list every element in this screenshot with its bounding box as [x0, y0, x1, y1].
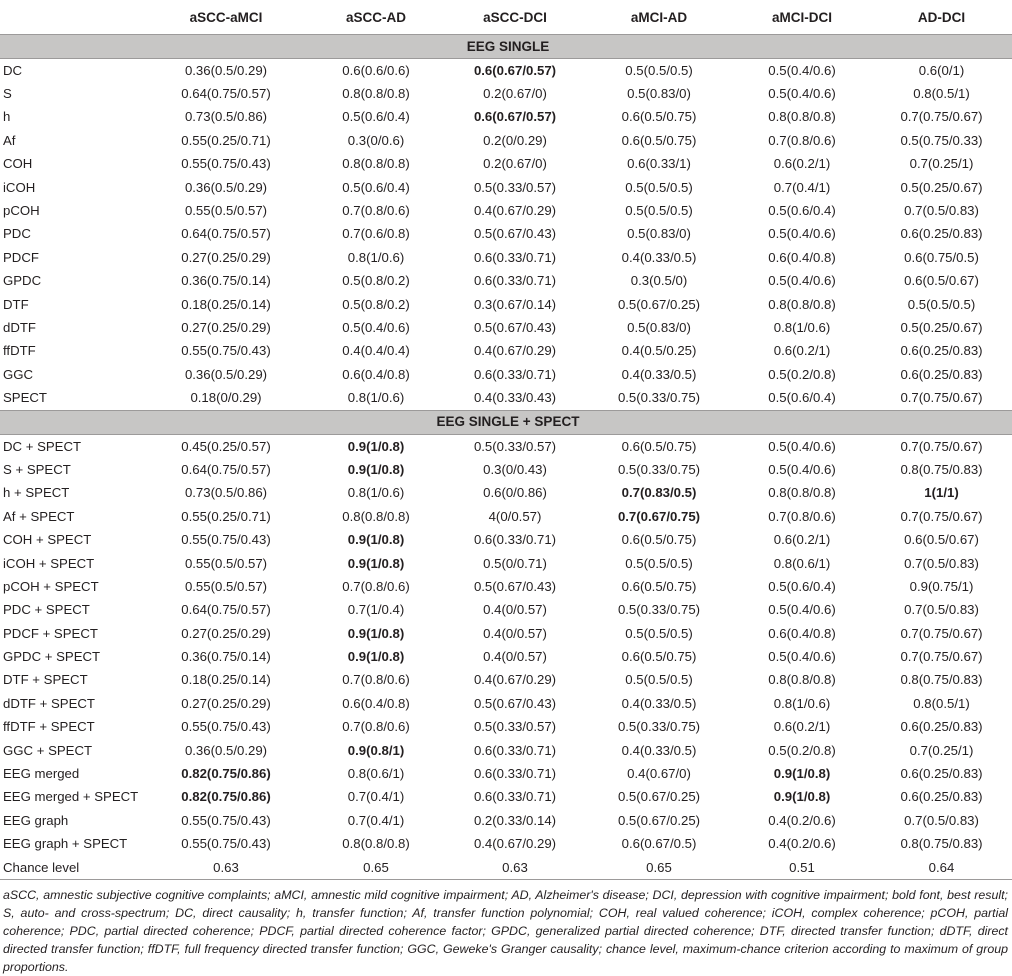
table-cell: 0.6(0.67/0.5) — [621, 836, 697, 852]
column-header-ascc-amci: aSCC-aMCI — [145, 0, 307, 35]
table-cell: 0.5(0.4/0.6) — [768, 86, 836, 102]
table-cell: 0.7(0.75/0.67) — [900, 109, 983, 125]
table-row — [0, 482, 1012, 505]
table-cell: 0.6(0.2/1) — [773, 719, 831, 735]
table-cell: 0.8(1/0.6) — [347, 485, 405, 501]
table-cell: 0.6(0.5/0.67) — [904, 532, 979, 548]
table-cell: 0.4(0/0.57) — [483, 625, 547, 641]
section-header-row — [0, 35, 1012, 59]
table-cell: 0.5(0.4/0.6) — [768, 62, 836, 78]
table-row — [0, 552, 1012, 575]
table-row — [0, 82, 1012, 105]
table-cell: 0.4(0.67/0.29) — [473, 672, 557, 688]
table-cell: 0.6(0/1) — [918, 62, 965, 78]
table-cell: 0.2(0/0.29) — [483, 132, 547, 148]
row-label: S + SPECT — [3, 461, 71, 477]
row-label: h + SPECT — [3, 485, 70, 501]
table-row — [0, 786, 1012, 809]
table-cell: 0.7(0.8/0.6) — [342, 719, 410, 735]
table-cell: 0.5(0.4/0.6) — [768, 226, 836, 242]
table-cell: 0.9(0.75/1) — [909, 578, 974, 594]
table-cell: 0.4(0.67/0) — [627, 766, 691, 782]
table-cell: 0.8(0.8/0.8) — [768, 672, 836, 688]
table-cell: 0.4(0.2/0.6) — [768, 836, 836, 852]
table-cell: 0.6(0.5/0.75) — [621, 109, 697, 125]
table-cell: 0.5(0.5/0.5) — [625, 625, 693, 641]
table-row — [0, 223, 1012, 246]
table-cell: 0.36(0.5/0.29) — [184, 62, 268, 78]
table-cell: 0.7(0.4/1) — [347, 789, 405, 805]
table-cell: 0.7(1/0.4) — [347, 602, 405, 618]
table-cell: 0.7(0.67/0.75) — [617, 508, 701, 524]
table-cell: 0.8(0.75/0.83) — [900, 836, 983, 852]
table-cell: 0.64(0.75/0.57) — [181, 86, 271, 102]
table-cell: 0.5(0.4/0.6) — [768, 461, 836, 477]
row-label: DC + SPECT — [3, 438, 82, 454]
row-label: GPDC + SPECT — [3, 649, 101, 665]
table-cell: 0.4(0/0.57) — [483, 649, 547, 665]
table-row — [0, 809, 1012, 832]
table-cell: 0.8(0.8/0.8) — [342, 156, 410, 172]
table-cell: 0.8(0.8/0.8) — [768, 485, 836, 501]
table-cell: 0.5(0.5/0.5) — [625, 672, 693, 688]
table-cell: 0.6(0.33/0.71) — [473, 742, 557, 758]
section-header-row — [0, 410, 1012, 434]
row-label: EEG graph + SPECT — [3, 836, 128, 852]
table-cell: 0.6(0.4/0.8) — [342, 695, 410, 711]
table-cell: 0.27(0.25/0.29) — [181, 625, 271, 641]
table-cell: 0.7(0.4/1) — [347, 812, 405, 828]
table-cell: 0.82(0.75/0.86) — [181, 766, 271, 782]
row-label: PDC — [3, 226, 31, 242]
table-cell: 0.5(0.5/0.5) — [625, 62, 693, 78]
table-cell: 0.3(0/0.6) — [347, 132, 405, 148]
row-label: EEG merged — [3, 766, 80, 782]
column-header-ascc-dci: aSCC-DCI — [445, 0, 585, 35]
table-cell: 0.4(0.2/0.6) — [768, 812, 836, 828]
table-cell: 0.5(0.6/0.4) — [342, 109, 410, 125]
column-header-amci-ad: aMCI-AD — [585, 0, 733, 35]
table-cell: 0.5(0.67/0.25) — [617, 296, 701, 312]
table-cell: 0.2(0.33/0.14) — [473, 812, 557, 828]
table-cell: 0.55(0.25/0.71) — [181, 508, 271, 524]
column-header-ascc-ad: aSCC-AD — [307, 0, 445, 35]
table-cell: 0.5(0.6/0.4) — [342, 179, 410, 195]
table-cell: 0.6(0.4/0.8) — [342, 366, 410, 382]
table-cell: 0.9(1/0.8) — [347, 532, 405, 548]
row-label: S — [3, 86, 12, 102]
table-cell: 0.36(0.5/0.29) — [184, 742, 268, 758]
row-label: GGC — [3, 366, 34, 382]
table-cell: 0.4(0.67/0.29) — [473, 203, 557, 219]
table-cell: 0.7(0.4/1) — [773, 179, 831, 195]
table-row — [0, 599, 1012, 622]
row-label: EEG merged + SPECT — [3, 789, 139, 805]
table-cell: 0.4(0.33/0.5) — [621, 742, 697, 758]
table-cell: 0.4(0.67/0.29) — [473, 343, 557, 359]
table-row — [0, 176, 1012, 199]
table-cell: 1(1/1) — [924, 485, 959, 501]
table-cell: 0.36(0.75/0.14) — [181, 273, 271, 289]
row-label: iCOH + SPECT — [3, 555, 95, 571]
table-cell: 0.5(0.4/0.6) — [768, 273, 836, 289]
header-row — [0, 0, 1012, 35]
row-label: PDCF — [3, 249, 39, 265]
table-cell: 0.7(0.5/0.83) — [904, 203, 979, 219]
table-body — [0, 35, 1012, 880]
table-cell: 0.8(0.75/0.83) — [900, 461, 983, 477]
table-row — [0, 528, 1012, 551]
table-cell: 0.5(0.33/0.75) — [617, 390, 701, 406]
table-cell: 0.7(0.25/1) — [909, 742, 974, 758]
table-row — [0, 59, 1012, 83]
table-cell: 0.5(0.33/0.75) — [617, 461, 701, 477]
table-cell: 0.8(0.8/0.8) — [768, 109, 836, 125]
table-cell: 0.9(1/0.8) — [773, 766, 831, 782]
table-cell: 0.4(0.33/0.5) — [621, 695, 697, 711]
table-cell: 0.6(0/0.86) — [483, 485, 547, 501]
table-cell: 0.9(1/0.8) — [773, 789, 831, 805]
table-cell: 0.5(0.67/0.43) — [473, 226, 557, 242]
table-cell: 0.5(0.5/0.5) — [625, 203, 693, 219]
table-cell: 0.5(0.67/0.43) — [473, 578, 557, 594]
table-cell: 0.6(0.5/0.75) — [621, 532, 697, 548]
table-row — [0, 762, 1012, 785]
row-label: PDCF + SPECT — [3, 625, 98, 641]
table-footnote: aSCC, amnestic subjective cognitive complaints; aMCI, amnestic mild cognitive impairment; AD, Alzheimer's disease; DCI, depression with cognitive impairment; bold font, best result; S, auto- and cross-spectrum; DC, direct causality; h, transfer function; Af, transfer function polynomial; COH, real valued coherence; iCOH, complex coherence; pCOH, partial coherence; PDC, partial directed coherence; PDCF, partial directed coherence factor; GPDC, generalized partial directed coherence; DTF, directed transfer function; dDTF, direct directed transfer function; ffDTF, full frequency directed transfer function; GGC, Geweke's Granger causality; chance level, maximum-chance criterion according to maximum of group proportions. — [3, 888, 1008, 975]
table-cell: 0.8(1/0.6) — [773, 695, 831, 711]
table-row — [0, 199, 1012, 222]
table-cell: 0.65 — [585, 856, 733, 880]
table-cell: 0.27(0.25/0.29) — [181, 319, 271, 335]
table-cell: 0.8(0.75/0.83) — [900, 672, 983, 688]
table-cell: 0.6(0.4/0.8) — [768, 249, 836, 265]
table-cell: 0.7(0.75/0.67) — [900, 438, 983, 454]
table-cell: 0.4(0.5/0.25) — [621, 343, 697, 359]
table-cell: 0.6(0.2/1) — [773, 343, 831, 359]
table-row — [0, 246, 1012, 269]
table-cell: 0.36(0.75/0.14) — [181, 649, 271, 665]
table-cell: 0.9(1/0.8) — [347, 555, 405, 571]
table-row — [0, 716, 1012, 739]
table-cell: 0.5(0.4/0.6) — [768, 602, 836, 618]
row-label: SPECT — [3, 390, 47, 406]
table-cell: 0.45(0.25/0.57) — [181, 438, 271, 454]
table-cell: 0.6(0.2/1) — [773, 156, 831, 172]
column-header-amci-dci: aMCI-DCI — [733, 0, 871, 35]
table-cell: 0.63 — [145, 856, 307, 880]
table-cell: 4(0/0.57) — [488, 508, 542, 524]
table-cell: 0.3(0.67/0.14) — [473, 296, 557, 312]
table-cell: 0.55(0.75/0.43) — [181, 836, 271, 852]
table-cell: 0.6(0.33/1) — [627, 156, 691, 172]
table-row — [0, 505, 1012, 528]
table-cell: 0.3(0.5/0) — [630, 273, 688, 289]
table-cell: 0.6(0.5/0.75) — [621, 132, 697, 148]
table-cell: 0.5(0.33/0.75) — [617, 602, 701, 618]
table-cell: 0.18(0.25/0.14) — [181, 672, 271, 688]
table-cell: 0.6(0.5/0.67) — [904, 273, 979, 289]
table-row — [0, 434, 1012, 458]
table-cell: 0.8(0.8/0.8) — [768, 296, 836, 312]
table-cell: 0.5(0.6/0.4) — [768, 578, 836, 594]
table-cell: 0.4(0.33/0.5) — [621, 249, 697, 265]
table-cell: 0.5(0.5/0.5) — [625, 555, 693, 571]
table-cell: 0.55(0.75/0.43) — [181, 343, 271, 359]
row-label: ffDTF + SPECT — [3, 719, 95, 735]
table-row — [0, 386, 1012, 410]
table-cell: 0.5(0.8/0.2) — [342, 273, 410, 289]
table-cell: 0.5(0.33/0.57) — [473, 179, 557, 195]
table-cell: 0.73(0.5/0.86) — [184, 485, 268, 501]
table-row — [0, 153, 1012, 176]
table-cell: 0.64(0.75/0.57) — [181, 226, 271, 242]
row-label: EEG graph — [3, 812, 69, 828]
table-cell: 0.36(0.5/0.29) — [184, 366, 268, 382]
table-cell: 0.82(0.75/0.86) — [181, 789, 271, 805]
table-cell: 0.64(0.75/0.57) — [181, 461, 271, 477]
table-cell: 0.7(0.8/0.6) — [342, 203, 410, 219]
table-cell: 0.7(0.8/0.6) — [342, 578, 410, 594]
table-cell: 0.6(0.25/0.83) — [900, 343, 983, 359]
table-cell: 0.6(0.5/0.75) — [621, 578, 697, 594]
section-title: EEG SINGLE + SPECT — [0, 410, 1012, 434]
table-cell: 0.7(0.25/1) — [909, 156, 974, 172]
row-label: pCOH + SPECT — [3, 578, 99, 594]
table-cell: 0.8(0.5/1) — [913, 695, 970, 711]
table-cell: 0.55(0.75/0.43) — [181, 532, 271, 548]
table-cell: 0.4(0.4/0.4) — [342, 343, 410, 359]
row-label: h — [3, 109, 11, 125]
table-row — [0, 833, 1012, 856]
table-cell: 0.55(0.75/0.43) — [181, 719, 271, 735]
table-cell: 0.6(0.67/0.57) — [473, 62, 557, 78]
table-cell: 0.5(0.33/0.75) — [617, 719, 701, 735]
table-cell: 0.6(0.4/0.8) — [768, 625, 836, 641]
table-cell: 0.51 — [733, 856, 871, 880]
table-cell: 0.9(1/0.8) — [347, 438, 405, 454]
table-cell: 0.3(0/0.43) — [483, 461, 547, 477]
table-cell: 0.7(0.75/0.67) — [900, 508, 983, 524]
table-cell: 0.5(0.67/0.25) — [617, 789, 701, 805]
table-cell: 0.7(0.5/0.83) — [904, 555, 979, 571]
table-cell: 0.2(0.67/0) — [483, 156, 547, 172]
table-cell: 0.5(0.4/0.6) — [342, 319, 410, 335]
table-cell: 0.55(0.75/0.43) — [181, 812, 271, 828]
table-cell: 0.5(0.67/0.25) — [617, 812, 701, 828]
table-cell: 0.5(0.67/0.43) — [473, 319, 557, 335]
table-cell: 0.18(0.25/0.14) — [181, 296, 271, 312]
table-cell: 0.64(0.75/0.57) — [181, 602, 271, 618]
table-cell: 0.6(0.5/0.75) — [621, 649, 697, 665]
table-cell: 0.8(0.6/1) — [773, 555, 831, 571]
table-cell: 0.5(0.83/0) — [627, 226, 691, 242]
table-cell: 0.5(0.5/0.5) — [907, 296, 976, 312]
table-cell: 0.5(0.6/0.4) — [768, 203, 836, 219]
table-cell: 0.8(1/0.6) — [347, 390, 405, 406]
table-row — [0, 316, 1012, 339]
row-label: Chance level — [0, 856, 145, 880]
table-cell: 0.8(0.5/1) — [913, 86, 970, 102]
table-cell: 0.63 — [445, 856, 585, 880]
table-cell: 0.5(0.83/0) — [627, 86, 691, 102]
header-corner — [0, 0, 145, 35]
table-cell: 0.6(0.25/0.83) — [900, 366, 983, 382]
row-label: DTF + SPECT — [3, 672, 88, 688]
table-cell: 0.73(0.5/0.86) — [184, 109, 268, 125]
table-cell: 0.8(0.8/0.8) — [342, 86, 410, 102]
table-cell: 0.6(0.33/0.71) — [473, 366, 557, 382]
table-cell: 0.7(0.83/0.5) — [621, 485, 697, 501]
table-cell: 0.64 — [871, 856, 1012, 880]
table-cell: 0.9(0.8/1) — [347, 742, 405, 758]
row-label: COH — [3, 156, 33, 172]
table-cell: 0.5(0.25/0.67) — [900, 179, 983, 195]
table-cell: 0.7(0.6/0.8) — [342, 226, 410, 242]
table-cell: 0.5(0.4/0.6) — [768, 649, 836, 665]
table-cell: 0.6(0.33/0.71) — [473, 789, 557, 805]
row-label: Af + SPECT — [3, 508, 75, 524]
row-label: Af — [3, 132, 16, 148]
row-label: GGC + SPECT — [3, 742, 93, 758]
table-cell: 0.5(0.2/0.8) — [768, 366, 836, 382]
row-label: DC — [3, 62, 23, 78]
table-cell: 0.5(0/0.71) — [483, 555, 547, 571]
table-cell: 0.6(0.33/0.71) — [473, 249, 557, 265]
table-cell: 0.55(0.5/0.57) — [184, 578, 268, 594]
table-row — [0, 669, 1012, 692]
row-label: DTF — [3, 296, 29, 312]
table-cell: 0.6(0.25/0.83) — [900, 226, 983, 242]
table-cell: 0.55(0.75/0.43) — [181, 156, 271, 172]
table-cell: 0.6(0.2/1) — [773, 532, 831, 548]
table-row — [0, 293, 1012, 316]
table-row — [0, 129, 1012, 152]
table-row — [0, 692, 1012, 715]
table-cell: 0.6(0.33/0.71) — [473, 273, 557, 289]
table-cell: 0.5(0.5/0.5) — [625, 179, 693, 195]
table-cell: 0.6(0.75/0.5) — [904, 249, 979, 265]
table-cell: 0.5(0.2/0.8) — [768, 742, 836, 758]
table-cell: 0.6(0.25/0.83) — [900, 719, 983, 735]
table-cell: 0.5(0.83/0) — [627, 319, 691, 335]
section-title: EEG SINGLE — [0, 35, 1012, 59]
table-cell: 0.5(0.75/0.33) — [900, 132, 983, 148]
table-cell: 0.4(0/0.57) — [483, 602, 547, 618]
table-cell: 0.6(0.25/0.83) — [900, 766, 983, 782]
table-cell: 0.9(1/0.8) — [347, 625, 405, 641]
table-cell: 0.7(0.75/0.67) — [900, 625, 983, 641]
table-cell: 0.5(0.4/0.6) — [768, 438, 836, 454]
table-cell: 0.6(0.25/0.83) — [900, 789, 983, 805]
row-label: dDTF — [3, 319, 36, 335]
table-cell: 0.8(1/0.6) — [773, 319, 831, 335]
table-cell: 0.4(0.33/0.5) — [621, 366, 697, 382]
table-row — [0, 458, 1012, 481]
table-cell: 0.5(0.67/0.43) — [473, 695, 557, 711]
row-label: pCOH — [3, 203, 40, 219]
table-cell: 0.55(0.5/0.57) — [184, 555, 268, 571]
row-label: ffDTF — [3, 343, 36, 359]
table-cell: 0.7(0.8/0.6) — [342, 672, 410, 688]
table-cell: 0.27(0.25/0.29) — [181, 249, 271, 265]
table-row — [0, 270, 1012, 293]
table-cell: 0.8(0.8/0.8) — [342, 508, 410, 524]
table-row — [0, 340, 1012, 363]
table-cell: 0.9(1/0.8) — [347, 461, 405, 477]
table-cell: 0.9(1/0.8) — [347, 649, 405, 665]
column-header-ad-dci: AD-DCI — [871, 0, 1012, 35]
table-cell: 0.36(0.5/0.29) — [184, 179, 268, 195]
table-cell: 0.5(0.25/0.67) — [900, 319, 983, 335]
table-cell: 0.4(0.33/0.43) — [473, 390, 557, 406]
table-cell: 0.2(0.67/0) — [483, 86, 547, 102]
table-row — [0, 106, 1012, 129]
table-cell: 0.7(0.75/0.67) — [900, 390, 983, 406]
table-cell: 0.65 — [307, 856, 445, 880]
table-cell: 0.55(0.5/0.57) — [184, 203, 268, 219]
table-cell: 0.55(0.25/0.71) — [181, 132, 271, 148]
table-row — [0, 645, 1012, 668]
table-cell: 0.6(0.33/0.71) — [473, 766, 557, 782]
table-cell: 0.27(0.25/0.29) — [181, 695, 271, 711]
table-cell: 0.6(0.33/0.71) — [473, 532, 557, 548]
row-label: PDC + SPECT — [3, 602, 90, 618]
table-cell: 0.6(0.6/0.6) — [342, 62, 410, 78]
table-cell: 0.4(0.67/0.29) — [473, 836, 557, 852]
table-row — [0, 363, 1012, 386]
row-label: dDTF + SPECT — [3, 695, 95, 711]
table-cell: 0.7(0.5/0.83) — [904, 812, 979, 828]
table-row — [0, 856, 1012, 880]
table-cell: 0.5(0.33/0.57) — [473, 719, 557, 735]
table-cell: 0.5(0.8/0.2) — [342, 296, 410, 312]
table-cell: 0.6(0.5/0.75) — [621, 438, 697, 454]
table-cell: 0.5(0.6/0.4) — [768, 390, 836, 406]
table-cell: 0.6(0.67/0.57) — [473, 109, 557, 125]
table-row — [0, 739, 1012, 762]
table-cell: 0.5(0.33/0.57) — [473, 438, 557, 454]
table-cell: 0.8(0.6/1) — [347, 766, 405, 782]
table-cell: 0.8(0.8/0.8) — [342, 836, 410, 852]
row-label: iCOH — [3, 179, 36, 195]
table-cell: 0.7(0.8/0.6) — [768, 132, 836, 148]
table-cell: 0.8(1/0.6) — [347, 249, 405, 265]
table-cell: 0.7(0.8/0.6) — [768, 508, 836, 524]
table-row — [0, 622, 1012, 645]
table-cell: 0.18(0/0.29) — [190, 390, 262, 406]
row-label: COH + SPECT — [3, 532, 92, 548]
table-cell: 0.7(0.5/0.83) — [904, 602, 979, 618]
row-label: GPDC — [3, 273, 42, 289]
table-cell: 0.7(0.75/0.67) — [900, 649, 983, 665]
table-row — [0, 575, 1012, 598]
